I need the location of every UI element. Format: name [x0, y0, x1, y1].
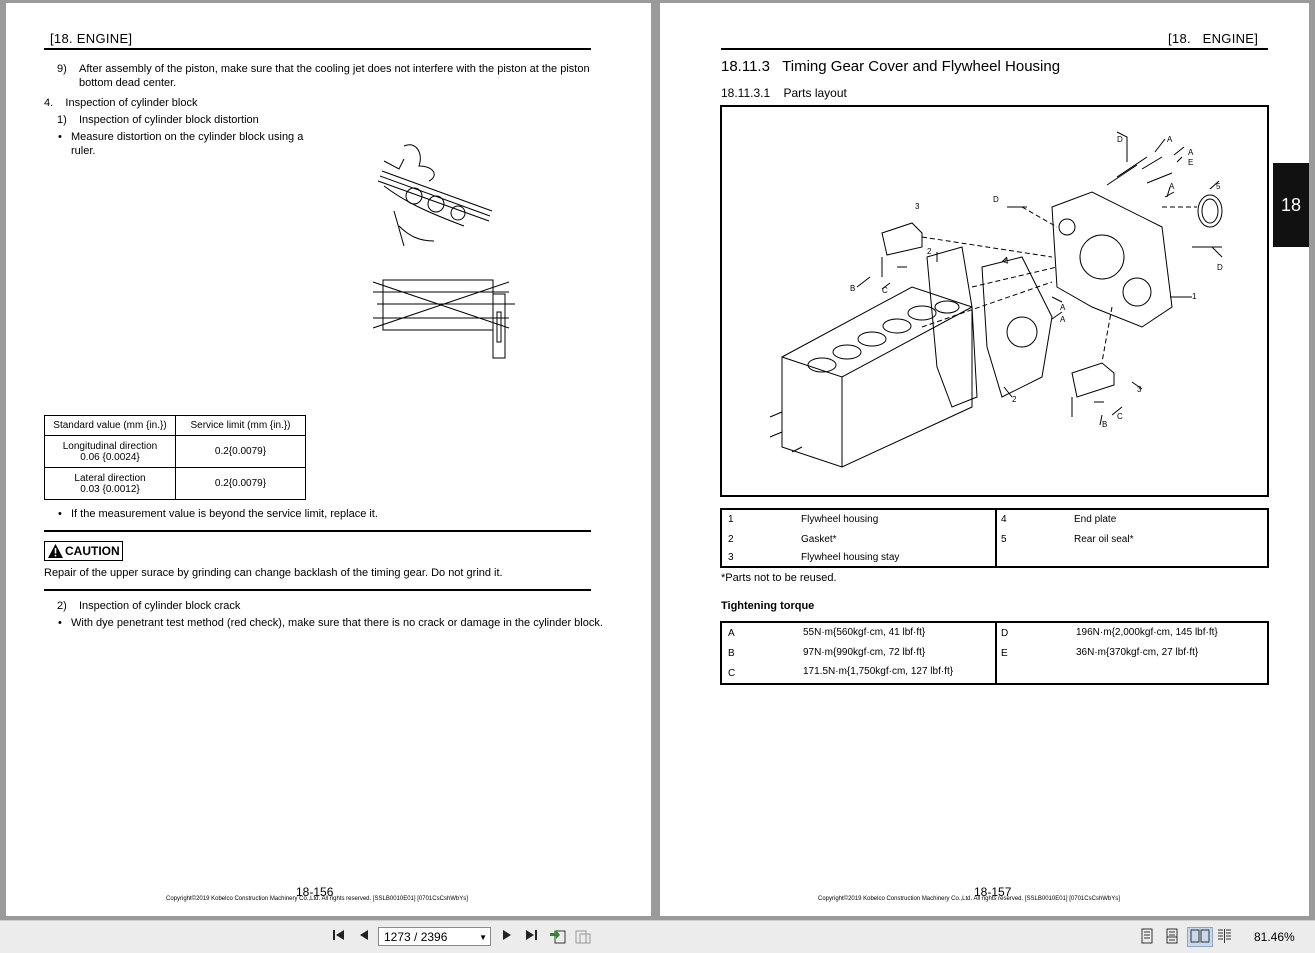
callout-label: A	[1167, 135, 1173, 144]
subsection-title: 18.11.3.1 Parts layout	[721, 86, 847, 100]
callout-label: A	[1169, 182, 1175, 191]
caution-label: CAUTION	[65, 544, 120, 558]
previous-page-button[interactable]	[355, 928, 373, 946]
part-number: 1	[728, 514, 734, 525]
step-text: After assembly of the piston, make sure that the cooling jet does not interfere with the piston at the piston	[79, 63, 590, 75]
bullet-text-cont: ruler.	[71, 145, 96, 157]
part-name: Flywheel housing stay	[801, 552, 900, 563]
torque-value: 36N·m{370kgf·cm, 27 lbf·ft}	[1076, 647, 1199, 658]
page-header: [18. ENGINE]	[1168, 31, 1259, 46]
callout-label: B	[1102, 420, 1108, 429]
viewer-toolbar	[0, 920, 1315, 953]
continuous-facing-icon	[1216, 928, 1234, 944]
callout-label: A	[1060, 315, 1066, 324]
table-header: Standard value (mm {in.})	[45, 416, 176, 436]
warning-triangle-icon	[48, 544, 63, 558]
table-cell	[45, 468, 176, 500]
single-page-view-button[interactable]	[1138, 928, 1156, 946]
callout-label: 5	[1216, 182, 1221, 191]
next-view-button[interactable]	[574, 928, 592, 946]
std-label: Longitudinal direction	[62, 440, 158, 452]
torque-key: A	[728, 628, 735, 639]
callout-label: D	[1217, 263, 1223, 272]
previous-page-icon	[357, 928, 371, 942]
exploded-view-drawing	[722, 107, 1267, 495]
distortion-spec-table	[44, 415, 306, 500]
chevron-down-icon[interactable]: ▼	[479, 933, 487, 942]
ruler-measurement-illustration	[374, 141, 504, 251]
callout-label: 1	[1192, 292, 1197, 301]
page-indicator: 1273 / 2396	[384, 930, 448, 944]
single-page-icon	[1140, 928, 1154, 944]
subsection-heading: 2) Inspection of cylinder block crack	[57, 600, 241, 612]
header-rule	[721, 48, 1268, 50]
parts-list-table	[720, 508, 1269, 568]
torque-value: 196N·m{2,000kgf·cm, 145 lbf·ft}	[1076, 627, 1218, 638]
callout-label: 2	[927, 247, 932, 256]
copyright: Copyright©2019 Kobelco Construction Machinery Co.,Ltd. All rights reserved. [SSLB0010E01] [0701CsCshWbYs]	[818, 896, 1120, 902]
torque-key: E	[1001, 648, 1008, 659]
bullet-text: With dye penetrant test method (red check), make sure that there is no crack or damage in the cylinder block.	[71, 617, 603, 629]
bullet-text: Measure distortion on the cylinder block using a	[71, 131, 304, 143]
continuous-facing-view-button[interactable]	[1216, 928, 1234, 946]
section-heading: 4. Inspection of cylinder block	[44, 97, 198, 109]
continuous-view-button[interactable]	[1163, 928, 1181, 946]
torque-key: B	[728, 648, 735, 659]
first-page-button[interactable]	[330, 928, 348, 946]
step-number: 9)	[57, 63, 67, 75]
bullet-dot: •	[58, 508, 62, 520]
part-name: Gasket*	[801, 534, 837, 545]
callout-label: E	[1188, 158, 1194, 167]
page-number: 18-157	[974, 885, 1012, 899]
torque-key: D	[1001, 628, 1009, 639]
facing-pages-view-button[interactable]	[1187, 927, 1213, 947]
bullet-text: If the measurement value is beyond the service limit, replace it.	[71, 508, 378, 520]
last-page-icon	[523, 928, 539, 942]
first-page-icon	[331, 928, 347, 942]
step-text-cont: bottom dead center.	[79, 77, 177, 89]
column-divider	[995, 510, 997, 566]
subsection-heading: 1) Inspection of cylinder block distortion	[57, 114, 259, 126]
limit-value: 0.2{0.0079}	[176, 436, 306, 468]
table-cell	[45, 436, 176, 468]
copyright: Copyright©2019 Kobelco Construction Machinery Co.,Ltd. All rights reserved. [SSLB0010E01] [0701CsCshWbYs]	[166, 896, 468, 902]
bullet-dot: •	[58, 131, 62, 143]
parts-layout-diagram	[720, 105, 1269, 497]
part-name: Rear oil seal*	[1074, 534, 1134, 545]
std-value: 0.06 {0.0024}	[80, 451, 140, 463]
callout-label: D	[993, 195, 999, 204]
part-number: 2	[728, 534, 734, 545]
table-row	[45, 468, 306, 500]
next-page-button[interactable]	[498, 928, 516, 946]
part-number: 4	[1001, 514, 1007, 525]
callout-label: 3	[1137, 385, 1142, 394]
callout-label: A	[1188, 148, 1194, 157]
torque-value: 171.5N·m{1,750kgf·cm, 127 lbf·ft}	[803, 666, 954, 677]
continuous-page-icon	[1165, 928, 1179, 944]
callout-label: 4	[1004, 257, 1009, 266]
part-number: 5	[1001, 534, 1007, 545]
next-view-icon	[574, 928, 592, 944]
parts-note: *Parts not to be reused.	[721, 572, 837, 584]
last-page-button[interactable]	[522, 928, 540, 946]
table-header: Service limit (mm {in.})	[176, 416, 306, 436]
zoom-level[interactable]: 81.46%	[1254, 930, 1295, 944]
next-page-icon	[500, 928, 514, 942]
caution-badge	[44, 541, 123, 561]
caution-top-rule	[44, 530, 591, 532]
part-name: End plate	[1074, 514, 1117, 525]
torque-title: Tightening torque	[721, 600, 815, 612]
page-number-field[interactable]	[378, 927, 491, 946]
left-page	[6, 3, 651, 916]
previous-view-button[interactable]	[549, 928, 567, 946]
callout-label: C	[1117, 412, 1123, 421]
torque-value: 97N·m{990kgf·cm, 72 lbf·ft}	[803, 647, 926, 658]
callout-label: 3	[915, 202, 920, 211]
page-header: [18. ENGINE]	[50, 31, 133, 46]
callout-label: A	[1060, 303, 1066, 312]
measurement-direction-diagram	[369, 274, 519, 362]
torque-value: 55N·m{560kgf·cm, 41 lbf·ft}	[803, 627, 926, 638]
bullet-dot: •	[58, 617, 62, 629]
section-title: 18.11.3 Timing Gear Cover and Flywheel Housing	[721, 58, 1061, 75]
previous-view-icon	[549, 928, 567, 944]
part-name: Flywheel housing	[801, 514, 879, 525]
part-number: 3	[728, 552, 734, 563]
right-page	[660, 3, 1309, 916]
callout-label: C	[882, 286, 888, 295]
header-rule	[44, 48, 591, 50]
std-label: Lateral direction	[74, 472, 146, 484]
callout-label: D	[1117, 135, 1123, 144]
table-row	[45, 436, 306, 468]
limit-value: 0.2{0.0079}	[176, 468, 306, 500]
caution-text: Repair of the upper surace by grinding can change backlash of the timing gear. Do not grind it.	[44, 567, 503, 579]
chapter-tab: 18	[1273, 163, 1309, 247]
page-number: 18-156	[296, 885, 334, 899]
torque-key: C	[728, 668, 736, 679]
std-value: 0.03 {0.0012}	[80, 483, 140, 495]
facing-pages-icon	[1189, 928, 1211, 944]
callout-label: B	[850, 284, 856, 293]
torque-table	[720, 621, 1269, 685]
column-divider	[995, 623, 997, 683]
callout-label: 2	[1012, 395, 1017, 404]
caution-bottom-rule	[44, 589, 591, 591]
